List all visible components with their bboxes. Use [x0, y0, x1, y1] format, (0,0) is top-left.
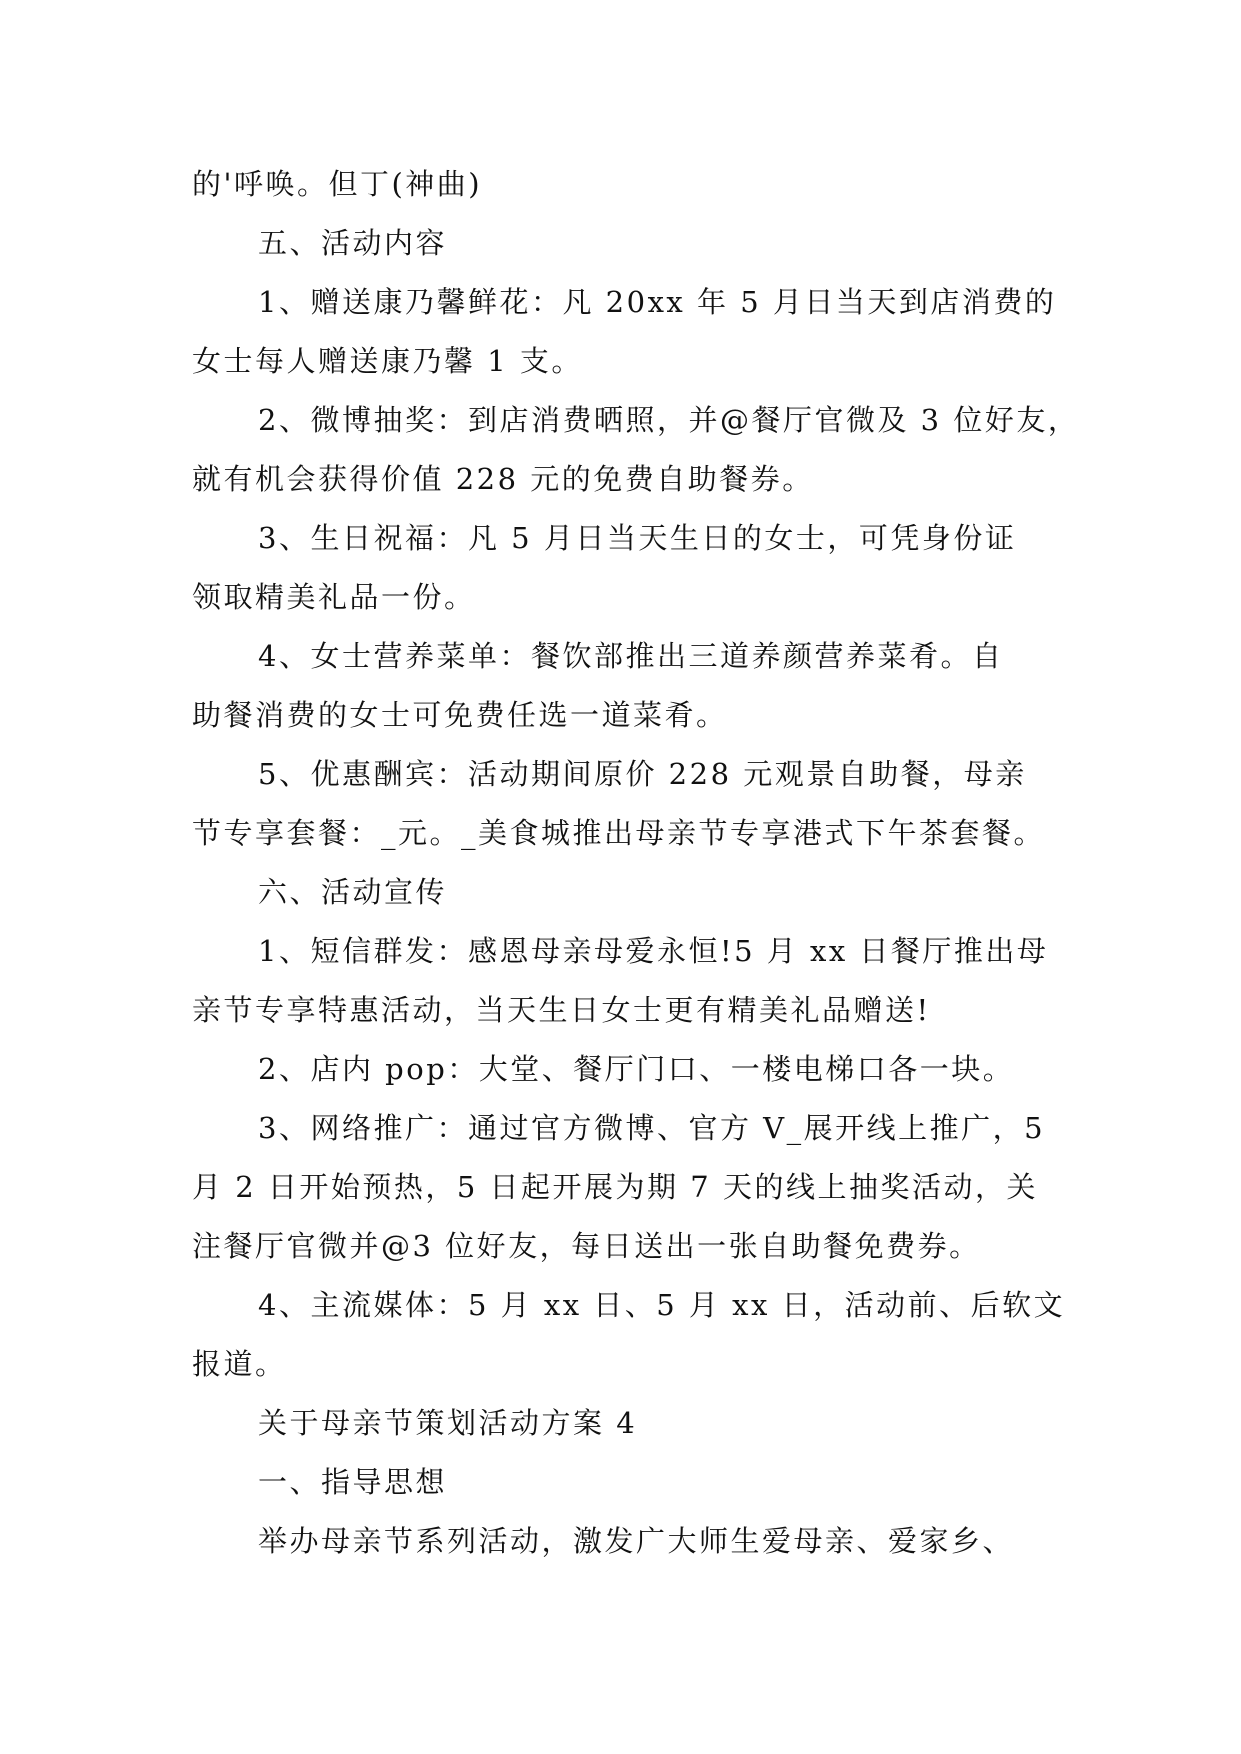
paragraph-line: 3、生日祝福：凡 5 月日当天生日的女士，可凭身份证 [258, 521, 1017, 555]
document-title: 关于母亲节策划活动方案 4 [258, 1406, 638, 1440]
section-heading: 六、活动宣传 [258, 875, 448, 909]
section-heading: 五、活动内容 [258, 226, 448, 260]
paragraph-line: 4、主流媒体：5 月 xx 日、5 月 xx 日，活动前、后软文 [258, 1288, 1066, 1322]
paragraph-line: 月 2 日开始预热，5 日起开展为期 7 天的线上抽奖活动，关 [192, 1170, 1038, 1204]
paragraph-line: 女士每人赠送康乃馨 1 支。 [192, 344, 583, 378]
paragraph-line: 领取精美礼品一份。 [192, 580, 476, 614]
paragraph-line: 3、网络推广：通过官方微博、官方 V_展开线上推广，5 [258, 1111, 1046, 1145]
paragraph-line: 2、店内 pop：大堂、餐厅门口、一楼电梯口各一块。 [258, 1052, 1015, 1086]
paragraph-line: 1、赠送康乃馨鲜花：凡 20xx 年 5 月日当天到店消费的 [258, 285, 1057, 319]
paragraph-line: 注餐厅官微并@3 位好友，每日送出一张自助餐免费券。 [192, 1229, 981, 1263]
paragraph-line: 5、优惠酬宾：活动期间原价 228 元观景自助餐，母亲 [258, 757, 1027, 791]
paragraph-line: 1、短信群发：感恩母亲母爱永恒!5 月 xx 日餐厅推出母 [258, 934, 1049, 968]
paragraph-line: 4、女士营养菜单：餐饮部推出三道养颜营养菜肴。自 [258, 639, 1004, 673]
paragraph-line: 报道。 [192, 1347, 287, 1381]
section-heading: 一、指导思想 [258, 1465, 448, 1499]
paragraph-line: 2、微博抽奖：到店消费晒照，并@餐厅官微及 3 位好友， [258, 403, 1080, 437]
paragraph-line: 的'呼唤。但丁(神曲) [192, 167, 483, 201]
paragraph-line: 举办母亲节系列活动，激发广大师生爱母亲、爱家乡、 [258, 1524, 1015, 1558]
paragraph-line: 助餐消费的女士可免费任选一道菜肴。 [192, 698, 728, 732]
paragraph-line: 亲节专享特惠活动，当天生日女士更有精美礼品赠送! [192, 993, 931, 1027]
paragraph-line: 就有机会获得价值 228 元的免费自助餐券。 [192, 462, 814, 496]
paragraph-line: 节专享套餐：_元。_美食城推出母亲节专享港式下午茶套餐。 [192, 816, 1046, 850]
